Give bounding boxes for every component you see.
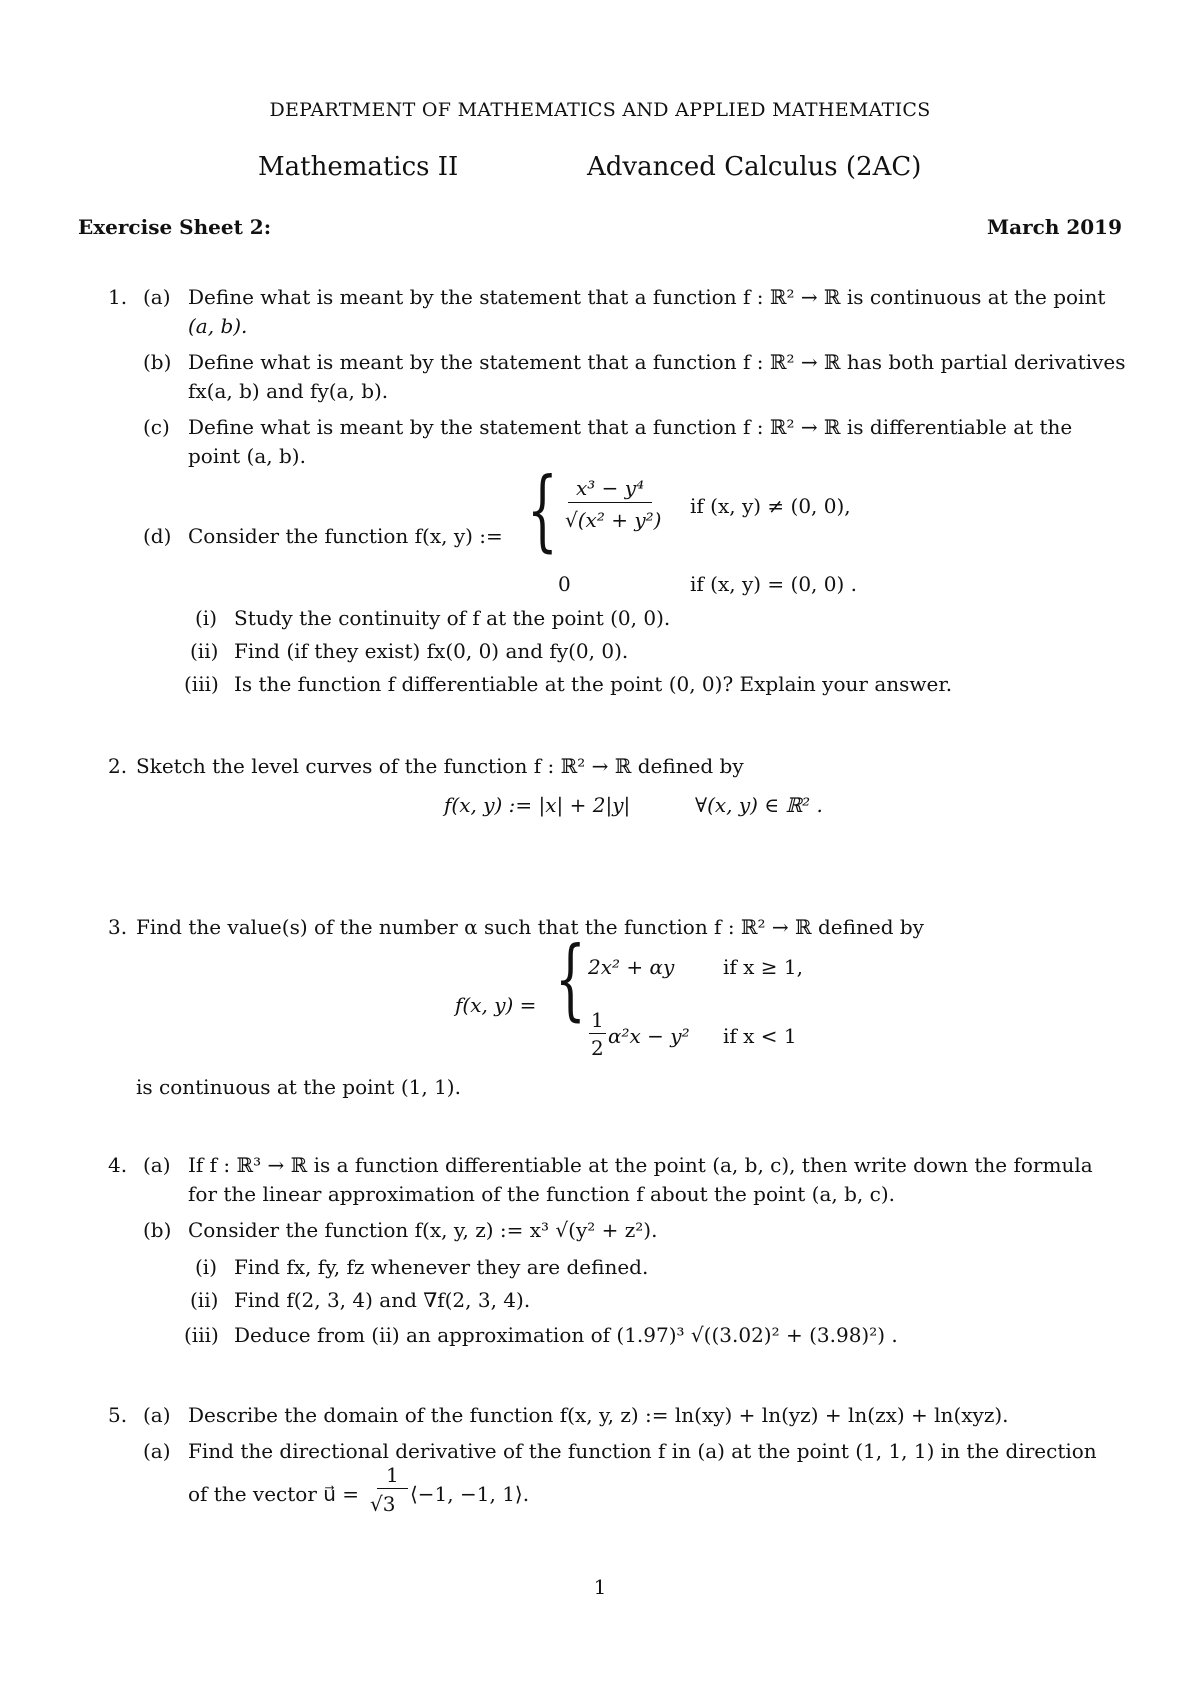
q2-formula: f(x, y) := |x| + 2|y|: [444, 793, 631, 817]
q1-ii-label: (ii): [190, 639, 219, 663]
q1-d-case1-denominator: √(x² + y²): [565, 508, 662, 532]
q1-d-label: (d): [143, 524, 172, 548]
q1-d-case2-value: 0: [558, 572, 571, 596]
q3-case2-condition: if x < 1: [723, 1024, 797, 1048]
question-3-number: 3.: [108, 915, 128, 939]
q3-lhs: f(x, y) =: [455, 993, 537, 1017]
q1-iii-label: (iii): [184, 672, 219, 696]
question-4-number: 4.: [108, 1153, 128, 1177]
q3-tail: is continuous at the point (1, 1).: [136, 1075, 461, 1099]
q1-a-label: (a): [143, 285, 171, 309]
q1-a-line2: (a, b).: [188, 314, 248, 338]
q1-d-case1-numerator: x³ − y⁴: [568, 478, 652, 503]
q4-b-label: (b): [143, 1218, 172, 1242]
q3-case1-value: 2x² + αy: [588, 955, 675, 979]
q4-b-text: Consider the function f(x, y, z) := x³ √(y² + z²).: [188, 1218, 658, 1242]
q5-b-label: (a): [143, 1439, 171, 1463]
q1-iii-text: Is the function f differentiable at the point (0, 0)? Explain your answer.: [234, 672, 953, 696]
q4-iii-label: (iii): [184, 1323, 219, 1347]
q1-b-label: (b): [143, 350, 172, 374]
question-1-number: 1.: [108, 285, 128, 309]
course-name: Mathematics II: [258, 152, 459, 182]
q5-a-text: Describe the domain of the function f(x, y, z) := ln(xy) + ln(yz) + ln(zx) + ln(xyz).: [188, 1403, 1009, 1427]
sheet-label: Exercise Sheet 2:: [78, 215, 272, 239]
q2-domain: ∀(x, y) ∈ ℝ² .: [695, 793, 823, 817]
q5-b-line1: Find the directional derivative of the function f in (a) at the point (1, 1, 1) in the direction: [188, 1439, 1097, 1463]
q3-case2-frac-denominator: 2: [591, 1036, 604, 1060]
q1-ii-text: Find (if they exist) fx(0, 0) and fy(0, 0).: [234, 639, 629, 663]
q3-case2-frac-numerator: 1: [591, 1008, 604, 1032]
q5-b-line2-post: ⟨−1, −1, 1⟩.: [410, 1482, 530, 1506]
sheet-date: March 2019: [987, 215, 1122, 239]
department-title: DEPARTMENT OF MATHEMATICS AND APPLIED MATHEMATICS: [269, 99, 931, 121]
question-2-number: 2.: [108, 754, 128, 778]
q1-d-brace: {: [527, 458, 558, 561]
q4-ii-text: Find f(2, 3, 4) and ∇f(2, 3, 4).: [234, 1288, 531, 1312]
q1-d-text: Consider the function f(x, y) :=: [188, 524, 503, 548]
q4-i-text: Find fx, fy, fz whenever they are defined.: [234, 1255, 649, 1279]
q1-i-text: Study the continuity of f at the point (0, 0).: [234, 606, 671, 630]
q3-case1-condition: if x ≥ 1,: [723, 955, 803, 979]
q3-case2-value: α²x − y²: [608, 1024, 690, 1048]
q1-i-label: (i): [195, 606, 218, 630]
q3-brace: {: [555, 927, 586, 1030]
q1-d-case2-condition: if (x, y) = (0, 0) .: [690, 572, 858, 596]
q4-i-label: (i): [195, 1255, 218, 1279]
course-code-title: Advanced Calculus (2AC): [587, 152, 922, 182]
question-5-number: 5.: [108, 1403, 128, 1427]
q2-text: Sketch the level curves of the function f : ℝ² → ℝ defined by: [136, 754, 744, 778]
q4-a-line1: If f : ℝ³ → ℝ is a function differentiable at the point (a, b, c), then write down the formula: [188, 1153, 1093, 1177]
q1-b-line2: fx(a, b) and fy(a, b).: [188, 379, 389, 403]
q4-a-label: (a): [143, 1153, 171, 1177]
q4-iii-text: Deduce from (ii) an approximation of (1.97)³ √((3.02)² + (3.98)²) .: [234, 1323, 898, 1347]
q1-c-label: (c): [143, 415, 170, 439]
q4-ii-label: (ii): [190, 1288, 219, 1312]
q1-d-case1-condition: if (x, y) ≠ (0, 0),: [690, 494, 851, 518]
q5-b-frac-denominator: √3: [370, 1492, 396, 1516]
q3-text: Find the value(s) of the number α such that the function f : ℝ² → ℝ defined by: [136, 915, 924, 939]
q1-c-line1: Define what is meant by the statement that a function f : ℝ² → ℝ is differentiable at the: [188, 415, 1073, 439]
q5-b-frac-numerator: 1: [377, 1465, 408, 1489]
q4-a-line2: for the linear approximation of the function f about the point (a, b, c).: [188, 1182, 895, 1206]
q1-b-line1: Define what is meant by the statement that a function f : ℝ² → ℝ has both partial derivatives: [188, 350, 1126, 374]
q1-c-line2: point (a, b).: [188, 444, 306, 468]
q5-a-label: (a): [143, 1403, 171, 1427]
page-number: 1: [593, 1575, 607, 1599]
q5-b-line2-pre: of the vector u⃗ =: [188, 1482, 360, 1506]
q1-a-line1: Define what is meant by the statement that a function f : ℝ² → ℝ is continuous at the point: [188, 285, 1106, 309]
